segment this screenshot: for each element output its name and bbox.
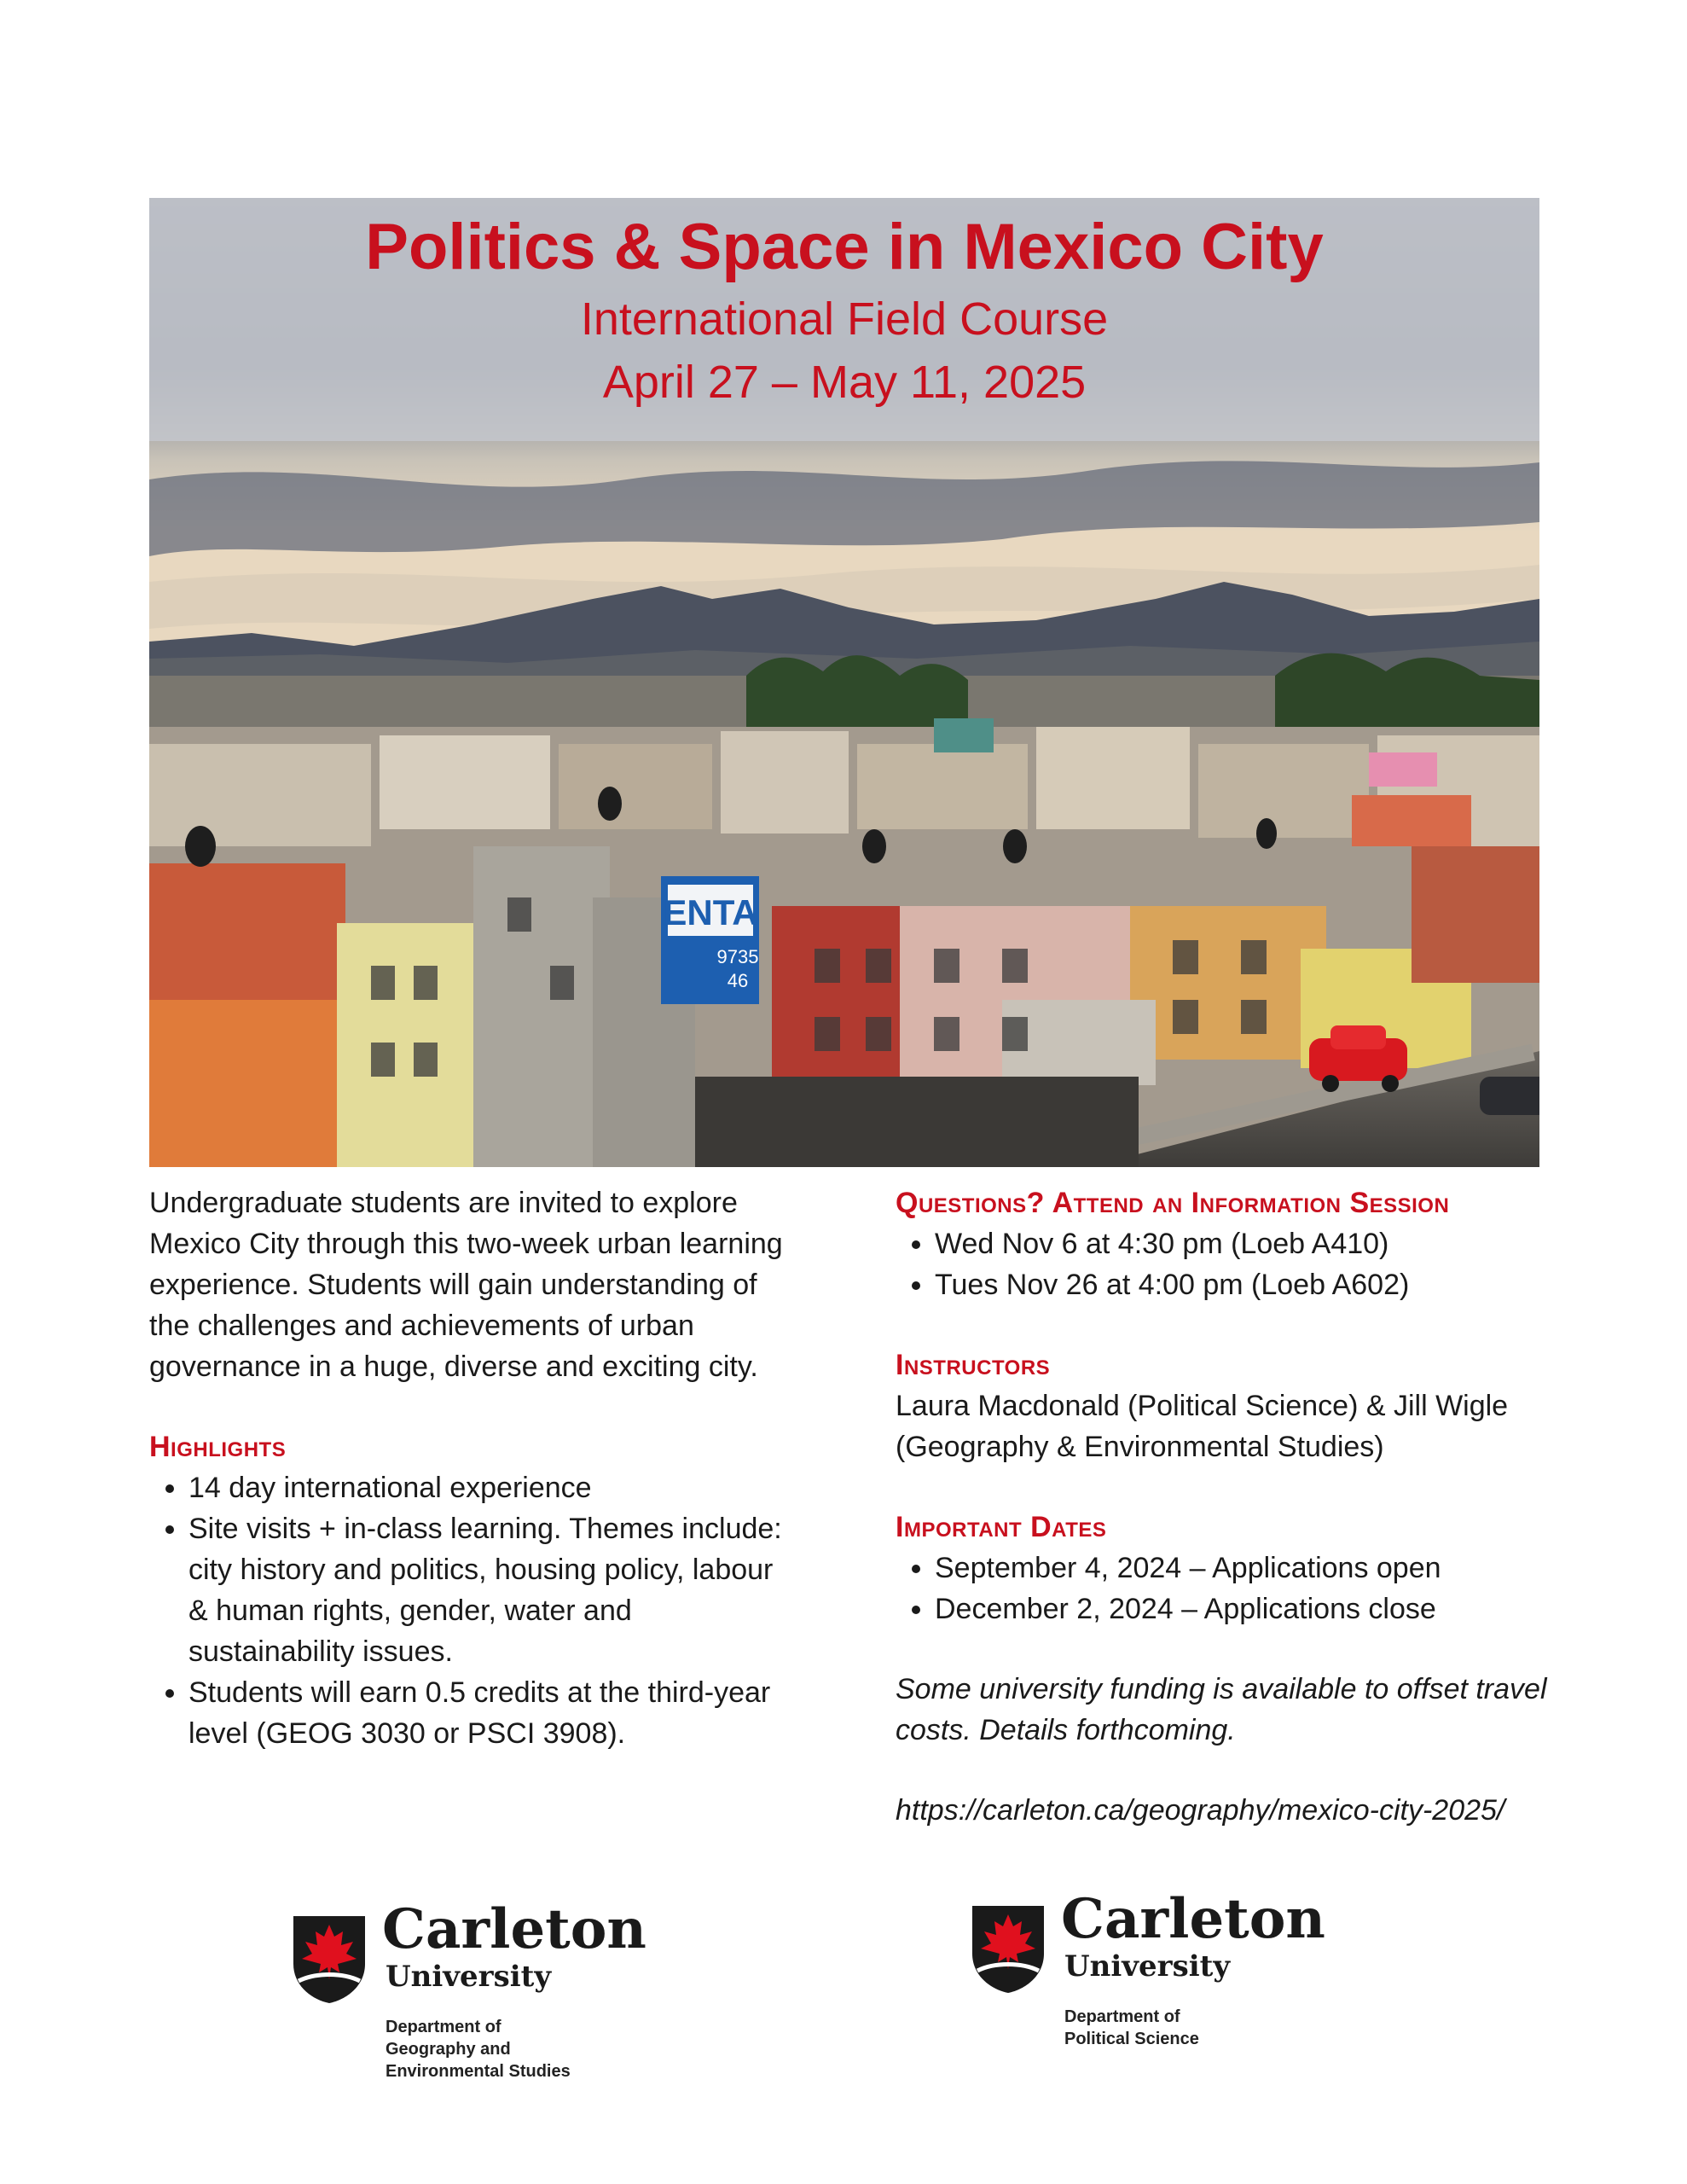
- logo-name-university: University: [386, 1960, 552, 1994]
- instructors-heading: Instructors: [896, 1349, 1051, 1381]
- highlight-item: • 14 day international experience: [188, 1467, 797, 1508]
- highlight-item: • Site visits + in-class learning. Themes include: city history and politics, housing policy, labour & human rights, gender, water and sustainability issues.: [188, 1508, 797, 1672]
- logo-name-carleton: Carleton: [382, 1897, 646, 1961]
- logo-department-line: Geography and: [386, 2040, 511, 2059]
- intro-paragraph: Undergraduate students are invited to explore Mexico City through this two-week urban learning experience. Students will gain understanding of the challenges and achievements of urban governance in a huge, diverse and exciting city.: [149, 1187, 783, 1383]
- course-dates: April 27 – May 11, 2025: [602, 356, 1087, 408]
- important-date-item: • December 2, 2024 – Applications close: [935, 1589, 1569, 1629]
- logo-department-line: Department of: [1064, 2007, 1180, 2026]
- title-band: [149, 198, 1539, 441]
- carleton-crest-icon: [969, 1901, 1047, 1995]
- hero-photo: [149, 198, 1539, 1167]
- logo-name-university: University: [1064, 1949, 1231, 1984]
- logo-name-carleton: Carleton: [1061, 1887, 1325, 1951]
- banner-number-1: 9735: [716, 946, 759, 967]
- info-session-item: • Tues Nov 26 at 4:00 pm (Loeb A602): [935, 1264, 1569, 1305]
- logo-department-line: Environmental Studies: [386, 2062, 571, 2081]
- info-session-list: [896, 1223, 1569, 1305]
- left-column: [149, 1182, 797, 1754]
- highlights-list: [149, 1467, 797, 1754]
- carleton-crest-icon: [290, 1911, 368, 2005]
- highlight-item: • Students will earn 0.5 credits at the third-year level (GEOG 3030 or PSCI 3908).: [188, 1672, 797, 1754]
- instructors-text: Laura Macdonald (Political Science) & Jill Wigle (Geography & Environmental Studies): [896, 1390, 1509, 1463]
- logo-department: [386, 2016, 571, 2082]
- sale-banner-text: ENTA: [663, 892, 758, 932]
- banner-number-2: 46: [727, 970, 749, 991]
- logo-department: [1064, 2006, 1199, 2050]
- page-title: Politics & Space in Mexico City: [365, 211, 1324, 283]
- course-subtitle: International Field Course: [580, 293, 1109, 346]
- important-date-item: • September 4, 2024 – Applications open: [935, 1548, 1569, 1589]
- info-session-heading: Questions? Attend an Information Session: [896, 1187, 1450, 1219]
- course-url-link[interactable]: https://carleton.ca/geography/mexico-city-2025/: [896, 1794, 1505, 1827]
- funding-note: Some university funding is available to offset travel costs. Details forthcoming.: [896, 1673, 1547, 1746]
- highlights-heading: Highlights: [149, 1431, 287, 1463]
- important-dates-heading: Important Dates: [896, 1511, 1107, 1543]
- important-dates-list: [896, 1548, 1569, 1629]
- info-session-item: • Wed Nov 6 at 4:30 pm (Loeb A410): [935, 1223, 1569, 1264]
- logo-department-line: Political Science: [1064, 2030, 1199, 2048]
- right-column: [896, 1182, 1569, 1831]
- logo-department-line: Department of: [386, 2018, 501, 2036]
